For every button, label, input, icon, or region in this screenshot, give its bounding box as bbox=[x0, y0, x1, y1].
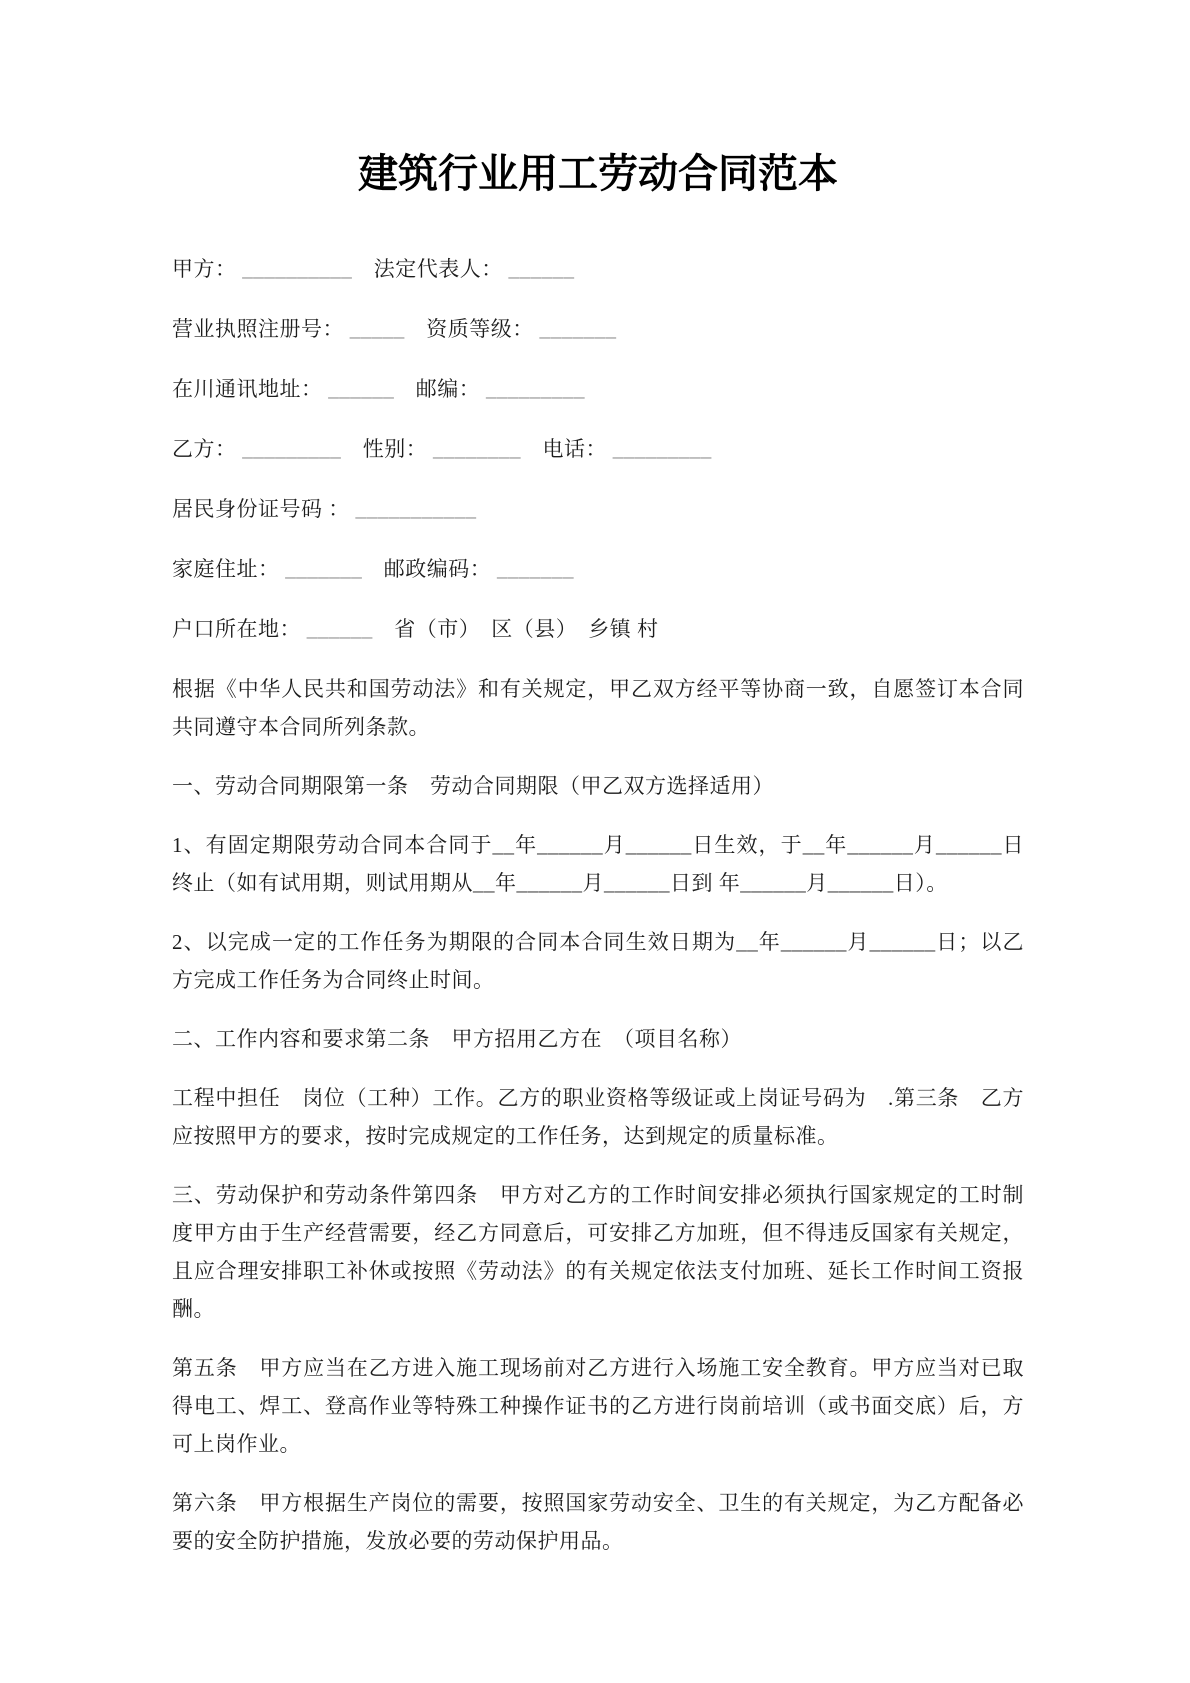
blank-underline: ______ bbox=[625, 833, 692, 857]
blank-underline: ________ bbox=[433, 437, 521, 461]
field-line-business-license: 营业执照注册号： _____ 资质等级： _______ bbox=[172, 317, 617, 341]
field-line-home-address: 家庭住址： _______ 邮政编码： _______ bbox=[172, 557, 574, 581]
paragraph-fixed-term: 1、有固定期限劳动合同本合同于__年______月______日生效，于__年______月______日终止（如有试用期，则试用期从__年______月______日到 年______月______日）。 bbox=[172, 833, 1025, 895]
blank-underline: ______ bbox=[847, 833, 914, 857]
section-heading-contract-term: 一、劳动合同期限第一条 劳动合同期限（甲乙双方选择适用） bbox=[172, 774, 774, 798]
paragraph-article-6-protective-equipment: 第六条 甲方根据生产岗位的需要，按照国家劳动安全、卫生的有关规定，为乙方配备必要的安全防护措施，发放必要的劳动保护用品。 bbox=[172, 1491, 1024, 1553]
blank-underline: ______ bbox=[328, 377, 395, 401]
blank-underline: ______ bbox=[869, 930, 936, 954]
paragraph-position-article-3: 工程中担任 岗位（工种）工作。乙方的职业资格等级证或上岗证号码为 .第三条 乙方应按照甲方的要求，按时完成规定的工作任务，达到规定的质量标准。 bbox=[172, 1086, 1024, 1148]
blank-underline: __ bbox=[736, 930, 759, 954]
blank-underline: _________ bbox=[486, 377, 585, 401]
field-line-registered-residence: 户口所在地： ______ 省（市） 区（县） 乡镇 村 bbox=[172, 617, 659, 641]
field-line-party-a: 甲方： __________ 法定代表人： ______ bbox=[172, 257, 575, 281]
section-heading-work-content: 二、工作内容和要求第二条 甲方招用乙方在 （项目名称） bbox=[172, 1027, 742, 1051]
field-line-id-number: 居民身份证号码 ： ___________ bbox=[172, 497, 477, 521]
paragraph-preamble: 根据《中华人民共和国劳动法》和有关规定，甲乙双方经平等协商一致，自愿签订本合同共同遵守本合同所列条款。 bbox=[172, 677, 1024, 739]
blank-underline: _______ bbox=[497, 557, 574, 581]
blank-underline: _______ bbox=[539, 317, 617, 341]
paragraph-task-based-term: 2、以完成一定的工作任务为期限的合同本合同生效日期为__年______月______日；以乙方完成工作任务为合同终止时间。 bbox=[172, 930, 1025, 992]
blank-underline: ___________ bbox=[355, 497, 477, 521]
blank-underline: _______ bbox=[285, 557, 363, 581]
blank-underline: __ bbox=[492, 833, 515, 857]
blank-underline: _____ bbox=[349, 317, 405, 341]
blank-underline: ______ bbox=[827, 871, 894, 895]
blank-underline: ______ bbox=[604, 871, 670, 895]
blank-underline: __________ bbox=[242, 257, 353, 281]
blank-underline: _________ bbox=[612, 437, 712, 461]
blank-underline: ______ bbox=[740, 871, 807, 895]
blank-underline: ______ bbox=[306, 617, 373, 641]
field-line-party-b: 乙方： _________ 性别： ________ 电话： _________ bbox=[172, 437, 712, 461]
blank-underline: ______ bbox=[935, 833, 1002, 857]
blank-underline: ______ bbox=[537, 833, 604, 857]
blank-underline: ______ bbox=[516, 871, 583, 895]
field-line-mailing-address: 在川通讯地址： ______ 邮编： _________ bbox=[172, 377, 585, 401]
blank-underline: __ bbox=[473, 871, 495, 895]
blank-underline: _________ bbox=[242, 437, 342, 461]
document-title: 建筑行业用工劳动合同范本 bbox=[358, 151, 838, 196]
document-content bbox=[172, 148, 1024, 1581]
paragraph-labor-protection-article-4: 三、劳动保护和劳动条件第四条 甲方对乙方的工作时间安排必须执行国家规定的工时制度甲方由于生产经营需要，经乙方同意后，可安排乙方加班，但不得违反国家有关规定，且应合理安排职工补休或按照《劳动法》的有关规定依法支付加班、延长工作时间工资报酬。 bbox=[172, 1183, 1024, 1321]
blank-underline: ______ bbox=[508, 257, 575, 281]
blank-underline: ______ bbox=[780, 930, 847, 954]
blank-underline: __ bbox=[802, 833, 825, 857]
paragraph-article-5-safety-education: 第五条 甲方应当在乙方进入施工现场前对乙方进行入场施工安全教育。甲方应当对已取得电工、焊工、登高作业等特殊工种操作证书的乙方进行岗前培训（或书面交底）后，方可上岗作业。 bbox=[172, 1356, 1024, 1456]
